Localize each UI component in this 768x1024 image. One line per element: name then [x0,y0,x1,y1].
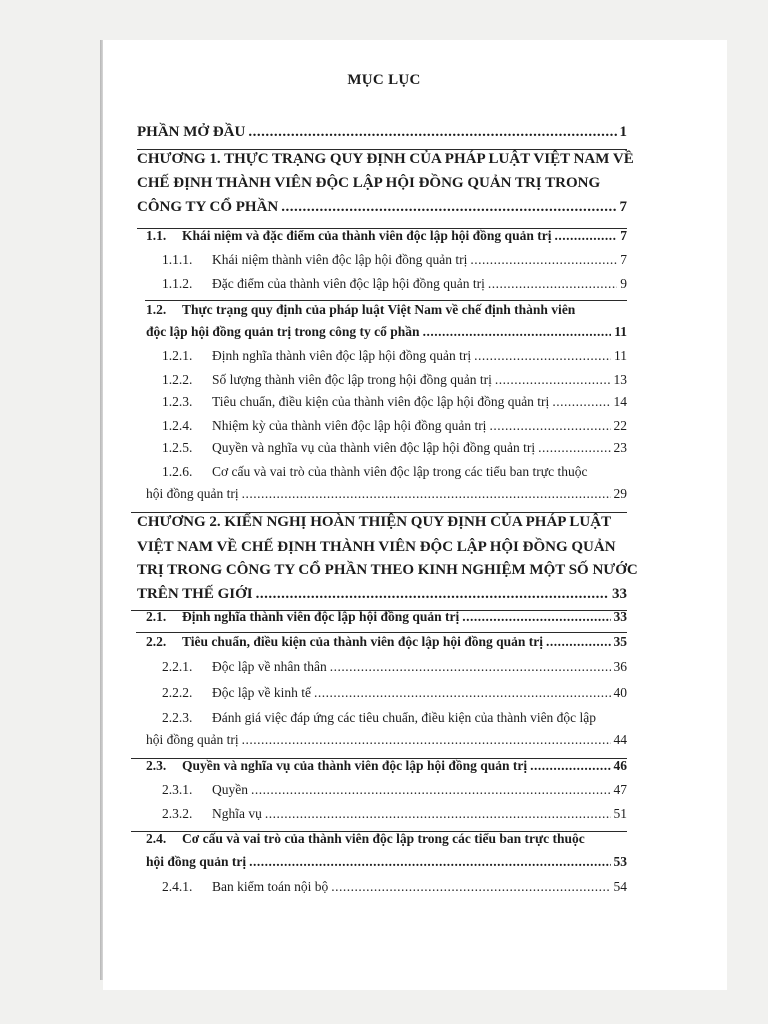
toc-page-number: 7 [620,252,627,267]
dot-leader [552,392,610,412]
toc-entry-title [137,514,611,530]
toc-entry-text: Ban kiểm toán nội bộ [212,879,329,894]
toc-entry-number: 1.1.2. [162,276,193,291]
toc-page-number: 22 [613,418,627,433]
toc-entry-line [162,274,627,294]
toc-entry-text: Nhiệm kỳ của thành viên độc lập hội đồng quản trị [212,418,487,433]
toc-entry-number: 1.2.1. [162,348,193,363]
toc-entry-number: 2.3. [146,758,167,773]
toc-entry-text: Đánh giá việc đáp ứng các tiêu chuẩn, điều kiện của thành viên độc lập [212,710,597,725]
toc-entry-text: CHẾ ĐỊNH THÀNH VIÊN ĐỘC LẬP HỘI ĐỒNG QUẢN TRỊ TRONG [137,175,601,191]
toc-entry-line [162,462,587,482]
toc-entry-title [137,151,634,167]
toc-entry-text: Tiêu chuẩn, điều kiện của thành viên độc lập hội đồng quản trị [182,634,543,649]
toc-entry-line [146,756,627,776]
toc-entry-text: Cơ cấu và vai trò của thành viên độc lập trong các tiểu ban trực thuộc [182,831,585,846]
toc-page-number: 11 [614,348,627,363]
toc-entry-title [146,607,459,627]
toc-entry-title [162,250,467,270]
toc-entry-number: 1.2.5. [162,440,193,455]
toc-entry-text: hội đồng quản trị [146,854,247,869]
toc-entry-line [137,512,611,532]
dot-leader [331,877,610,897]
toc-entry-text: Khái niệm thành viên độc lập hội đồng quản trị [212,252,468,267]
toc-entry-line [137,122,627,142]
toc-entry-text: độc lập hội đồng quản trị trong công ty cổ phần [146,324,420,339]
toc-entry-title [162,780,248,800]
toc-entry-number: 2.3.2. [162,806,193,821]
toc-entry-line [162,657,627,677]
toc-entry-line [162,804,627,824]
toc-entry-text: Độc lập về nhân thân [212,659,327,674]
dot-leader [489,416,610,436]
toc-entry-text: CÔNG TY CỔ PHẦN [137,199,279,215]
toc-entry-text: Tiêu chuẩn, điều kiện của thành viên độc lập hội đồng quản trị [212,394,550,409]
toc-entry-number: 2.4. [146,831,167,846]
toc-entry-text: Quyền [212,782,248,797]
dot-leader [265,804,611,824]
toc-entry-text: PHẦN MỞ ĐẦU [137,124,246,140]
toc-entry-text: CHƯƠNG 2. KIẾN NGHỊ HOÀN THIỆN QUY ĐỊNH CỦA PHÁP LUẬT [137,514,612,530]
toc-entry-title [146,831,585,846]
toc-entry-line [146,300,575,320]
toc-page-number: 51 [613,806,627,821]
toc-entry-line [137,537,616,557]
toc-entry-line [162,877,627,897]
toc-entry-line [146,607,627,627]
dot-leader [495,370,611,390]
toc-page-number: 36 [613,659,627,674]
toc-entry-line [162,250,627,270]
toc-entry-line [137,560,638,580]
toc-entry-line [162,708,596,728]
toc-entry-text: VIỆT NAM VỀ CHẾ ĐỊNH THÀNH VIÊN ĐỘC LẬP HỘI ĐỒNG QUẢN [137,539,616,555]
toc-entry-number: 2.2. [146,634,167,649]
toc-entry-line [146,730,627,750]
toc-entry-title [162,416,486,436]
toc-entry-line [162,392,627,412]
toc-page-number: 46 [613,758,627,773]
toc-entry-number: 1.1. [146,228,167,243]
toc-entry-title [162,710,596,725]
toc-entry-title [137,175,600,191]
toc-page-number: 14 [613,394,627,409]
toc-entry-text: Thực trạng quy định của pháp luật Việt Nam về chế định thành viên [182,302,576,317]
dot-leader [249,852,610,872]
dot-leader [242,730,611,750]
dot-leader [281,197,616,217]
toc-page-number: 13 [613,372,627,387]
toc-entry-line [162,346,627,366]
toc-entry-number: 1.2.4. [162,418,193,433]
dot-leader [474,346,611,366]
toc-entry-line [146,322,627,342]
toc-entry-text: Định nghĩa thành viên độc lập hội đồng quản trị [182,609,460,624]
toc-entry-title [146,484,239,504]
toc-entry-line [146,632,627,652]
toc-entry-line [137,197,627,217]
toc-entry-line [137,584,627,604]
toc-entry-text: Độc lập về kinh tế [212,685,311,700]
toc-entry-number: 2.1. [146,609,167,624]
toc-entry-title [146,632,543,652]
toc-entry-title [162,370,492,390]
toc-entry-title [146,730,239,750]
toc-entry-number: 1.2.6. [162,464,193,479]
toc-entry-line [137,173,600,193]
dot-leader [330,657,611,677]
toc-entry-title [162,804,262,824]
toc-entry-text: Cơ cấu và vai trò của thành viên độc lập trong các tiểu ban trực thuộc [212,464,588,479]
toc-entry-number: 2.4.1. [162,879,193,894]
toc-entry-text: Số lượng thành viên độc lập trong hội đồng quản trị [212,372,492,387]
toc-page-number: 29 [613,486,627,501]
toc-entry-title [137,197,278,217]
dot-leader [242,484,611,504]
toc-entry-line [162,370,627,390]
toc-page-number: 23 [613,440,627,455]
toc-entry-line [146,852,627,872]
dot-leader [546,632,611,652]
toc-entry-title [162,392,549,412]
toc-entry-text: Đặc điểm của thành viên độc lập hội đồng quản trị [212,276,485,291]
toc-entry-number: 1.1.1. [162,252,193,267]
toc-entry-text: hội đồng quản trị [146,486,239,501]
toc-entry-line [146,829,585,849]
dot-leader [251,780,611,800]
toc-entry-title [162,877,328,897]
toc-entry-number: 2.2.3. [162,710,193,725]
toc-entry-text: Quyền và nghĩa vụ của thành viên độc lập hội đồng quản trị [212,440,536,455]
toc-page-number: 33 [613,609,627,624]
toc-entry-number: 1.2. [146,302,167,317]
toc-page-number: 7 [620,228,627,243]
dot-leader [488,274,617,294]
dot-leader [470,250,617,270]
toc-entry-text: Khái niệm và đặc điểm của thành viên độc lập hội đồng quản trị [182,228,552,243]
toc-entry-line [162,438,627,458]
toc-entry-number: 1.2.2. [162,372,193,387]
toc-page-number: 35 [613,634,627,649]
toc-page-number: 33 [612,586,627,602]
dot-leader [256,584,609,604]
toc-page-number: 11 [614,324,627,339]
toc-entry-title [146,302,575,317]
toc-entry-text: Quyền và nghĩa vụ của thành viên độc lập hội đồng quản trị [182,758,528,773]
toc-entry-line [146,484,627,504]
toc-entry-number: 2.3.1. [162,782,193,797]
toc-page-number: 44 [613,732,627,747]
dot-leader [248,122,616,142]
toc-entry-title [162,657,327,677]
toc-entry-text: hội đồng quản trị [146,732,239,747]
toc-entry-line [162,416,627,436]
toc-entry-title [162,464,587,479]
toc-entry-number: 2.2.1. [162,659,193,674]
dot-leader [423,322,612,342]
dot-leader [554,226,617,246]
toc-entry-title [146,756,527,776]
dot-leader [314,683,611,703]
toc-page-number: 1 [619,124,627,140]
toc-entry-line [146,226,627,246]
toc-entry-title [162,274,485,294]
toc-page-number: 40 [613,685,627,700]
toc-entry-line [162,780,627,800]
toc-page-number: 54 [613,879,627,894]
toc-entry-title [162,683,311,703]
toc-entry-text: TRỊ TRONG CÔNG TY CỔ PHẦN THEO KINH NGHIỆM MỘT SỐ NƯỚC [137,562,638,578]
toc-entry-title [146,322,420,342]
toc-entry-text: CHƯƠNG 1. THỰC TRẠNG QUY ĐỊNH CỦA PHÁP LUẬT VIỆT NAM VỀ [137,151,634,167]
page-title: MỤC LỤC [347,72,421,88]
toc-page-number: 53 [613,854,627,869]
toc-page-number: 7 [619,199,627,215]
dot-leader [538,438,610,458]
toc-entry-title [146,226,551,246]
toc-entry-text: TRÊN THẾ GIỚI [137,586,253,602]
toc-entry-line [162,683,627,703]
toc-page-number: 9 [620,276,627,291]
toc-entry-number: 2.2.2. [162,685,193,700]
toc-entry-line [137,149,634,169]
toc-entry-title [137,562,638,578]
toc-entry-text: Định nghĩa thành viên độc lập hội đồng quản trị [212,348,472,363]
toc-entry-number: 1.2.3. [162,394,193,409]
dot-leader [462,607,610,627]
toc-entry-title [162,438,535,458]
toc-page-number: 47 [613,782,627,797]
toc-entry-title [137,539,616,555]
toc-entry-text: Nghĩa vụ [212,806,262,821]
dot-leader [530,756,610,776]
toc-entry-title [146,852,246,872]
toc-entry-title [137,584,253,604]
toc-entry-title [137,122,245,142]
toc-entry-title [162,346,471,366]
